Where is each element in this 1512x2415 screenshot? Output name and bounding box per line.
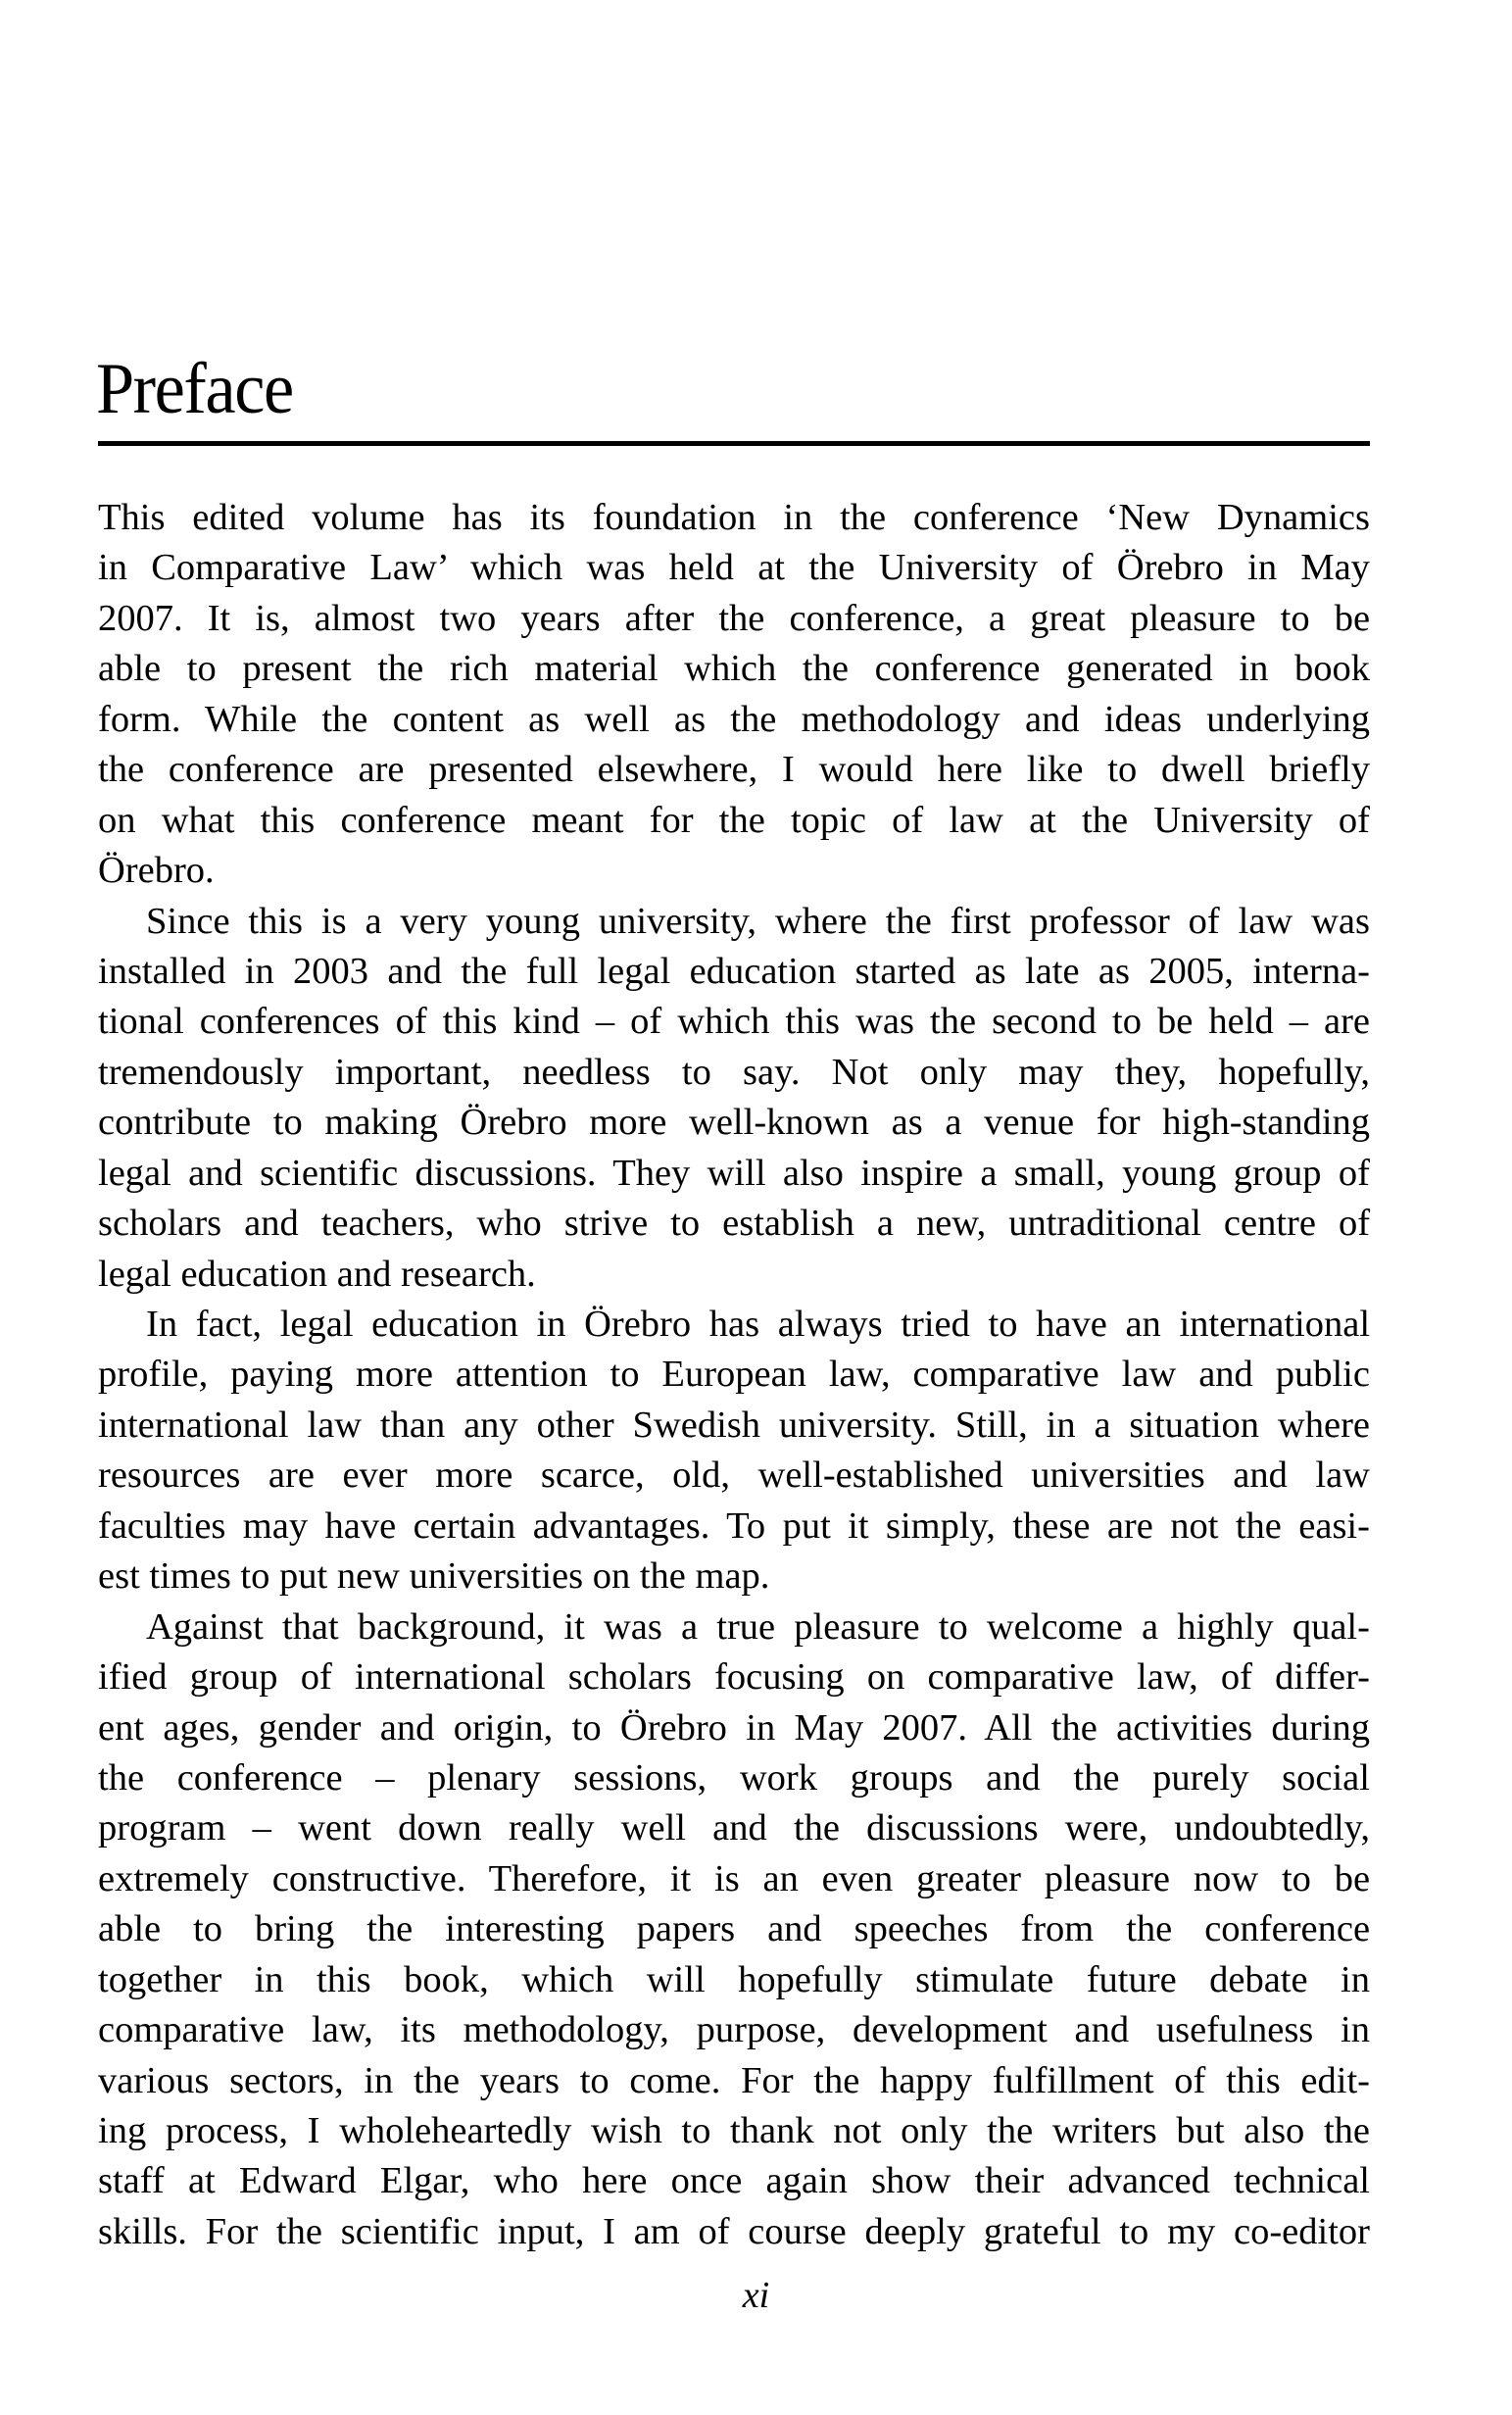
text-line: various sectors, in the years to come. For the happy fulfillment of this edit-: [98, 2059, 1370, 2101]
paragraph: [98, 1300, 1370, 1602]
paragraph: [98, 897, 1370, 1301]
text-line: ent ages, gender and origin, to Örebro in May 2007. All the activities during: [98, 1706, 1370, 1749]
text-line: comparative law, its methodology, purpose, development and usefulness in: [98, 2009, 1370, 2051]
text-line: Against that background, it was a true pleasure to welcome a highly qual-: [146, 1605, 1370, 1648]
text-line: staff at Edward Elgar, who here once again show their advanced technical: [98, 2160, 1371, 2202]
body-text: [98, 493, 1370, 2257]
text-line: Örebro.: [98, 850, 215, 892]
text-line: tremendously important, needless to say. Not only may they, hopefully,: [98, 1051, 1371, 1093]
text-line: installed in 2003 and the full legal education started as late as 2005, interna-: [98, 950, 1370, 992]
paragraph: [98, 1602, 1370, 2258]
text-line: program – went down really well and the discussions were, undoubtedly,: [98, 1807, 1371, 1849]
title-rule: [98, 441, 1370, 446]
text-line: In fact, legal education in Örebro has always tried to have an international: [146, 1304, 1371, 1345]
text-line: ified group of international scholars focusing on comparative law, of differ-: [98, 1656, 1371, 1699]
text-line: legal and scientific discussions. They will also inspire a small, young group of: [98, 1152, 1370, 1194]
text-line: the conference are presented elsewhere, I would here like to dwell briefly: [98, 749, 1371, 791]
text-line: contribute to making Örebro more well-known as a venue for high-standing: [98, 1102, 1371, 1144]
text-line: international law than any other Swedish university. Still, in a situation where: [98, 1404, 1370, 1446]
text-line: in Comparative Law’ which was held at the University of Örebro in May: [98, 547, 1370, 589]
text-line: the conference – plenary sessions, work groups and the purely social: [98, 1756, 1370, 1799]
text-line: ing process, I wholeheartedly wish to thank not only the writers but also the: [98, 2110, 1370, 2151]
paragraph: [98, 493, 1370, 897]
text-line: able to present the rich material which the conference generated in book: [98, 648, 1370, 690]
text-line: able to bring the interesting papers and speeches from the conference: [98, 1908, 1371, 1950]
text-line: together in this book, which will hopefully stimulate future debate in: [98, 1958, 1370, 2000]
text-line: form. While the content as well as the methodology and ideas underlying: [98, 698, 1371, 740]
text-line: extremely constructive. Therefore, it is an even greater pleasure now to be: [98, 1857, 1371, 1899]
page-title: Preface: [96, 349, 293, 429]
text-line: on what this conference meant for the topic of law at the University of: [98, 799, 1371, 841]
text-line: tional conferences of this kind – of which this was the second to be held – are: [98, 1001, 1371, 1043]
text-line: resources are ever more scarce, old, well-established universities and law: [98, 1454, 1370, 1497]
text-line: Since this is a very young university, where the first professor of law was: [146, 900, 1370, 942]
text-line: This edited volume has its foundation in the conference ‘New Dynamics: [98, 497, 1370, 538]
text-line: legal education and research.: [98, 1253, 536, 1295]
text-line: est times to put new universities on the map.: [98, 1555, 770, 1598]
text-line: profile, paying more attention to European law, comparative law and public: [98, 1354, 1370, 1396]
text-line: 2007. It is, almost two years after the conference, a great pleasure to be: [98, 597, 1371, 639]
text-line: skills. For the scientific input, I am of course deeply grateful to my co-editor: [98, 2210, 1370, 2252]
text-line: scholars and teachers, who strive to establish a new, untraditional centre of: [98, 1203, 1371, 1245]
text-line: faculties may have certain advantages. To put it simply, these are not the easi-: [98, 1504, 1370, 1547]
page-number: xi: [742, 2275, 770, 2316]
